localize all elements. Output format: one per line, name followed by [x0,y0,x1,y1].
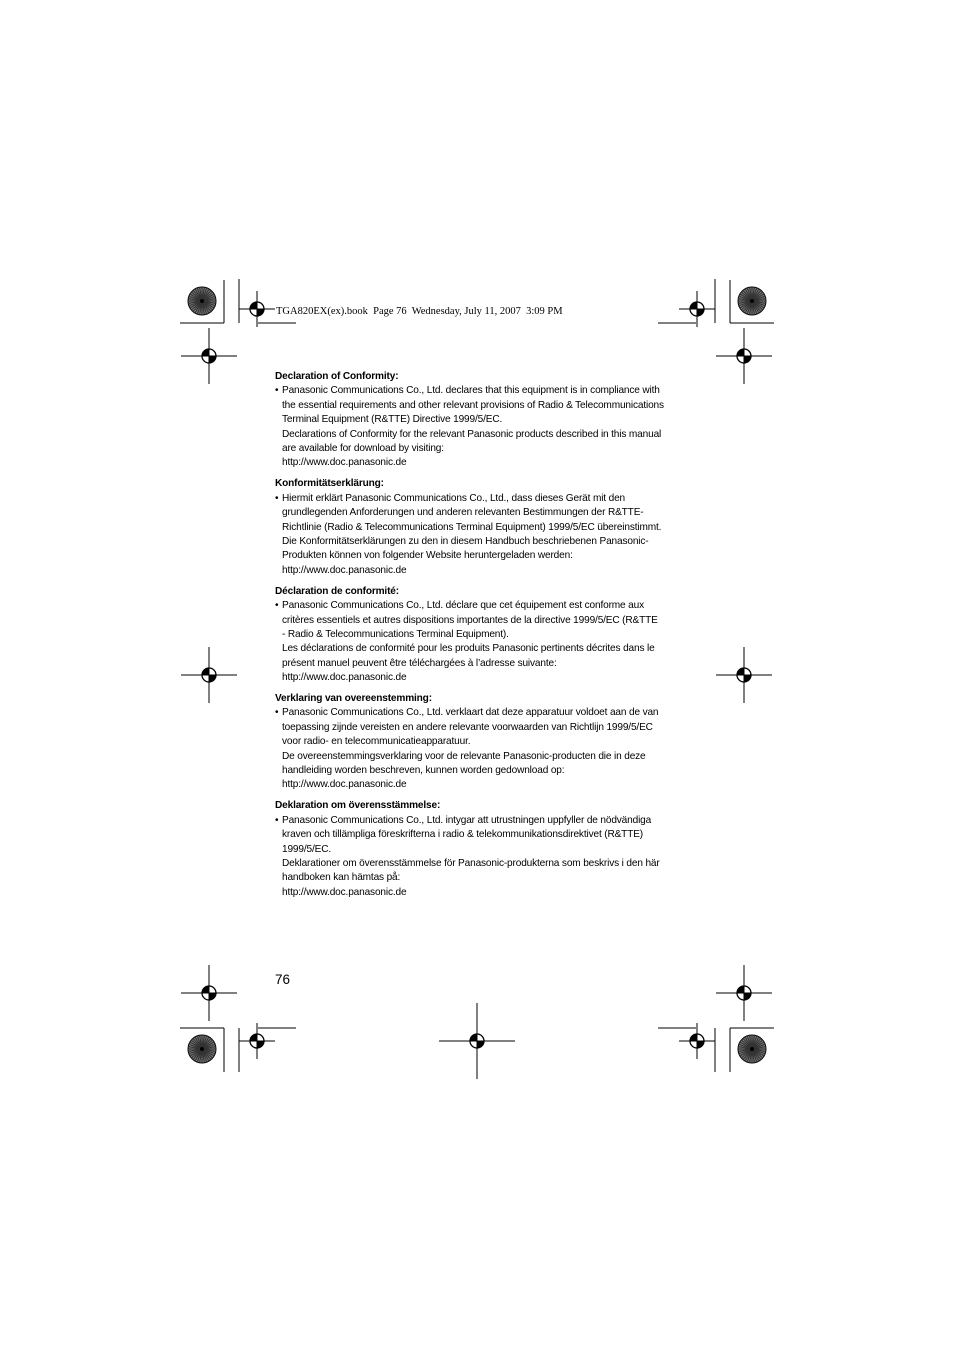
text-line: présent manuel peuvent être téléchargées à l’adresse suivante: [282,657,557,669]
bullet-item [275,814,685,857]
text-line: Terminal Equipment (R&TTE) Directive 1999/5/EC. [282,414,503,426]
continuation-paragraph [275,642,685,685]
section-title: Declaration of Conformity: [275,371,399,382]
bullet-symbol: • [275,492,279,504]
print-file-header: TGA820EX(ex).book Page 76 Wednesday, July 11, 2007 3:09 PM [276,306,563,317]
section-title: Déclaration de conformité: [275,585,399,597]
bullet-symbol: • [275,814,279,826]
registration-crosshair-icon [716,647,772,703]
registration-crosshair-icon [181,647,237,703]
sunburst-target-icon [188,287,216,315]
sunburst-target-icon [738,1035,766,1063]
registration-crosshair-icon [181,328,237,384]
declaration-section [275,799,685,900]
text-line: De overeenstemmingsverklaring voor de relevante Panasonic-producten die in deze [282,750,646,762]
text-line: Die Konformitätserklärungen zu den in diesem Handbuch beschriebenen Panasonic- [282,535,649,547]
registration-crosshair-icon [181,965,237,1021]
section-title: Konformitätserklärung: [275,478,384,490]
registration-crosshair-icon [679,291,715,327]
text-line: grundlegenden Anforderungen und anderen relevanten Bestimmungen der R&TTE- [282,507,644,519]
page-number: 76 [275,972,291,987]
text-line: 1999/5/EC. [282,843,332,855]
text-line: handboken kan hämtas på: [282,872,401,884]
text-line: are available for download by visiting: [282,443,444,455]
text-line: - Radio & Telecommunications Terminal Equipment). [282,628,509,640]
text-line: Declarations of Conformity for the relevant Panasonic products described in this manual [282,428,662,440]
text-line: kraven och tillämpliga föreskrifterna i radio & telekommunikationsdirektivet (R&TTE) [282,829,644,841]
text-line: critères essentiels et autres dispositions importantes de la directive 1999/5/EC (R&TTE [282,614,658,626]
text-line: http://www.doc.panasonic.de [282,672,407,684]
text-line: Hiermit erklärt Panasonic Communications Co., Ltd., dass dieses Gerät mit den [282,492,625,504]
continuation-paragraph [275,750,685,793]
continuation-paragraph [275,857,685,900]
text-line: http://www.doc.panasonic.de [282,457,407,469]
text-line: Les déclarations de conformité pour les produits Panasonic pertinents décrites dans le [282,643,655,655]
text-line: http://www.doc.panasonic.de [282,886,407,898]
section-title: Verklaring van overeenstemming: [275,693,432,705]
text-line: the essential requirements and other relevant provisions of Radio & Telecommunications [282,399,664,411]
continuation-paragraph [275,428,685,471]
bullet-item [275,384,685,427]
bullet-item [275,599,685,642]
bullet-item [275,706,685,749]
text-line: Richtlinie (Radio & Telecommunications Terminal Equipment) 1999/5/EC übereinstimmt. [282,521,662,533]
declaration-section [275,585,685,686]
sunburst-target-icon [738,287,766,315]
declaration-section [275,692,685,793]
text-line: Produkten können von folgender Website heruntergeladen werden: [282,550,573,562]
text-line: Panasonic Communications Co., Ltd. intygar att utrustningen uppfyller de nödvändiga [282,814,652,826]
section-title: Deklaration om överensstämmelse: [275,800,441,812]
registration-crosshair-icon [716,965,772,1021]
bullet-symbol: • [275,385,279,397]
text-line: http://www.doc.panasonic.de [282,564,407,576]
text-line: Deklarationer om överensstämmelse för Panasonic-produkterna som beskrivs i den här [282,858,660,869]
bullet-item [275,492,685,578]
registration-crosshair-icon [439,1003,515,1079]
bullet-symbol: • [275,707,279,719]
text-line: handleiding worden beschreven, kunnen worden gedownload op: [282,765,565,777]
text-line: http://www.doc.panasonic.de [282,779,407,791]
text-line: Panasonic Communications Co., Ltd. declares that this equipment is in compliance with [282,385,660,397]
text-line: Panasonic Communications Co., Ltd. verklaart dat deze apparatuur voldoet aan de van [282,707,659,719]
text-line: Panasonic Communications Co., Ltd. déclare que cet équipement est conforme aux [282,600,644,612]
sunburst-target-icon [188,1035,216,1063]
declarations-content [275,370,685,907]
text-line: voor radio- en telecommunicatieapparatuur. [282,736,471,748]
bullet-symbol: • [275,600,279,612]
declaration-section [275,477,685,578]
text-line: toepassing zijnde vereisten en andere relevante voorwaarden van Richtlijn 1999/5/EC [282,721,653,733]
declaration-section [275,370,685,471]
registration-crosshair-icon [716,328,772,384]
registration-crosshair-icon [239,291,275,327]
